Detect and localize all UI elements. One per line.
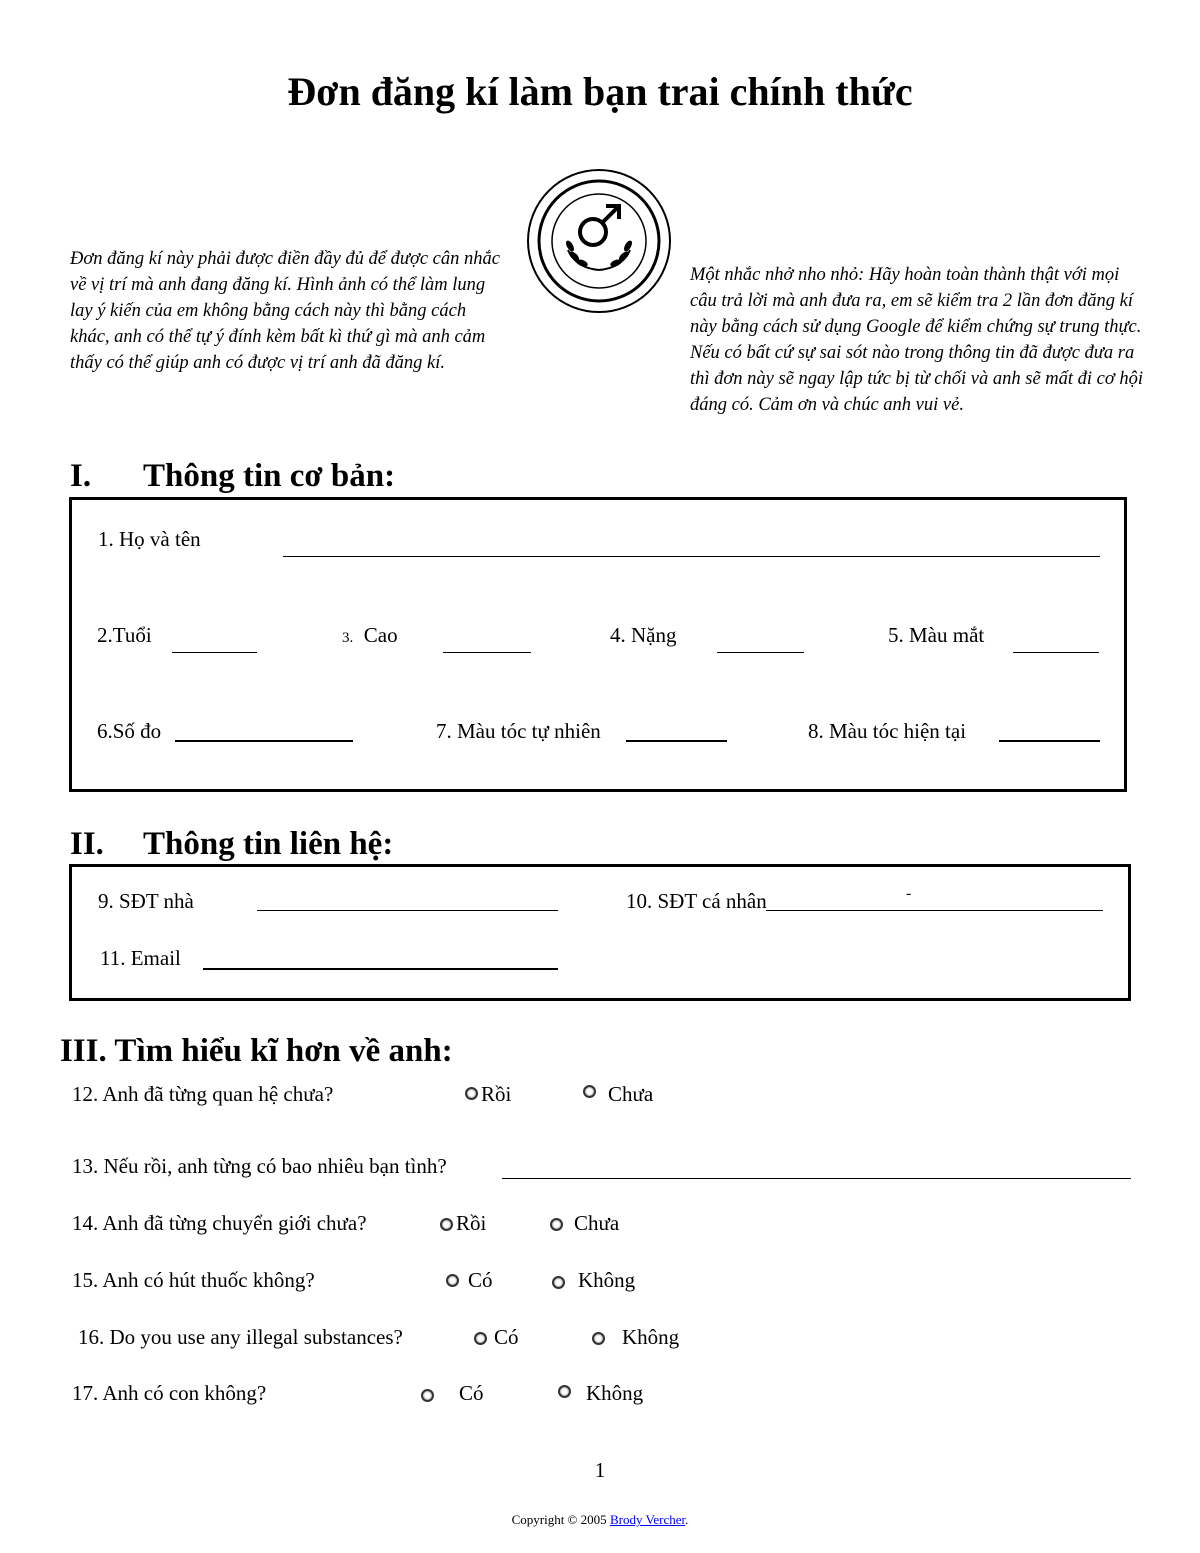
current-hair-color-label: 8. Màu tóc hiện tại — [808, 719, 967, 743]
q12-no-label: Chưa — [608, 1082, 654, 1106]
author-link[interactable]: Brody Vercher — [609, 1512, 686, 1527]
height-number: 3. — [342, 630, 354, 646]
current-hair-color-field[interactable] — [999, 740, 1100, 742]
radio-q16-no[interactable] — [592, 1332, 605, 1345]
q14-no-label: Chưa — [574, 1211, 620, 1235]
radio-q12-yes[interactable] — [465, 1087, 478, 1100]
question-17: 17. Anh có con không? — [72, 1381, 267, 1405]
q17-yes-label: Có — [459, 1381, 484, 1405]
section-2-title: Thông tin liên hệ: — [143, 826, 394, 862]
mobile-phone-label: 10. SĐT cá nhân — [626, 889, 767, 913]
natural-hair-color-field[interactable] — [626, 740, 727, 742]
radio-q14-no[interactable] — [550, 1218, 563, 1231]
copyright-line — [0, 1512, 1200, 1528]
home-phone-field[interactable] — [257, 910, 558, 911]
mobile-phone-mark: - — [906, 885, 912, 902]
q15-yes-label: Có — [468, 1268, 493, 1292]
full-name-field[interactable] — [283, 556, 1100, 557]
copyright-suffix: . — [685, 1512, 689, 1527]
weight-label: 4. Nặng — [610, 623, 677, 647]
contact-info-box — [69, 864, 1131, 1001]
q15-no-label: Không — [578, 1268, 636, 1292]
section-1-title: Thông tin cơ bản: — [143, 458, 396, 494]
q13-answer-field[interactable] — [502, 1178, 1131, 1179]
radio-q17-no[interactable] — [558, 1385, 571, 1398]
full-name-label: 1. Họ và tên — [98, 527, 201, 551]
radio-q12-no[interactable] — [583, 1085, 596, 1098]
email-field[interactable] — [203, 968, 558, 970]
page-number: 1 — [594, 1458, 606, 1482]
question-14: 14. Anh đã từng chuyển giới chưa? — [72, 1211, 367, 1235]
q16-yes-label: Có — [494, 1325, 519, 1349]
natural-hair-color-label: 7. Màu tóc tự nhiên — [436, 719, 601, 743]
mobile-phone-field[interactable] — [766, 910, 1103, 911]
weight-field[interactable] — [717, 652, 804, 653]
radio-q15-yes[interactable] — [446, 1274, 459, 1287]
page-title: Đơn đăng kí làm bạn trai chính thức — [287, 69, 913, 114]
height-field[interactable] — [443, 652, 531, 653]
question-16: 16. Do you use any illegal substances? — [78, 1325, 403, 1349]
height-label-text: Cao — [363, 623, 398, 647]
age-label: 2.Tuổi — [97, 623, 152, 647]
copyright-text: Copyright © 2005 — [511, 1512, 610, 1527]
radio-q16-yes[interactable] — [474, 1332, 487, 1345]
section-3-title: III. Tìm hiểu kĩ hơn về anh: — [60, 1033, 453, 1069]
section-1-number: I. — [70, 458, 92, 494]
radio-q15-no[interactable] — [552, 1276, 565, 1289]
radio-q14-yes[interactable] — [440, 1218, 453, 1231]
q17-no-label: Không — [586, 1381, 644, 1405]
measurements-label: 6.Số đo — [97, 719, 162, 743]
eye-color-field[interactable] — [1013, 652, 1099, 653]
section-2-number: II. — [70, 826, 104, 862]
male-symbol-wreath-icon — [526, 168, 672, 314]
home-phone-label: 9. SĐT nhà — [98, 889, 194, 913]
intro-left-text: Đơn đăng kí này phải được điền đầy đủ để được cân nhắc về vị trí mà anh đang đăng kí. Hình ảnh có thể làm lung lay ý kiến của em không bằng cách này thì bằng cách khác, anh có thể tự ý đính kèm bất kì thứ gì mà anh cảm thấy có thể giúp anh có được vị trí anh đã đăng kí. — [70, 249, 500, 373]
q16-no-label: Không — [622, 1325, 680, 1349]
intro-right-text: Một nhắc nhở nho nhỏ: Hãy hoàn toàn thành thật với mọi câu trả lời mà anh đưa ra, em sẽ kiểm tra 2 lần đơn đăng kí này bằng cách sử dụng Google để kiểm chứng sự trung thực. Nếu có bất cứ sự sai sót nào trong thông tin đã được đưa ra thì đơn này sẽ ngay lập tức bị từ chối và anh sẽ mất đi cơ hội đáng có. Cảm ơn và chúc anh vui vẻ. — [690, 265, 1144, 415]
height-label — [342, 623, 398, 648]
measurements-field[interactable] — [175, 740, 353, 742]
radio-q17-yes[interactable] — [421, 1389, 434, 1402]
email-label: 11. Email — [100, 946, 181, 970]
q12-yes-label: Rồi — [481, 1082, 512, 1106]
q14-yes-label: Rồi — [456, 1211, 487, 1235]
eye-color-label: 5. Màu mắt — [888, 623, 985, 647]
age-field[interactable] — [172, 652, 257, 653]
question-12: 12. Anh đã từng quan hệ chưa? — [72, 1082, 334, 1106]
question-13: 13. Nếu rồi, anh từng có bao nhiêu bạn tình? — [72, 1154, 447, 1178]
question-15: 15. Anh có hút thuốc không? — [72, 1268, 315, 1292]
